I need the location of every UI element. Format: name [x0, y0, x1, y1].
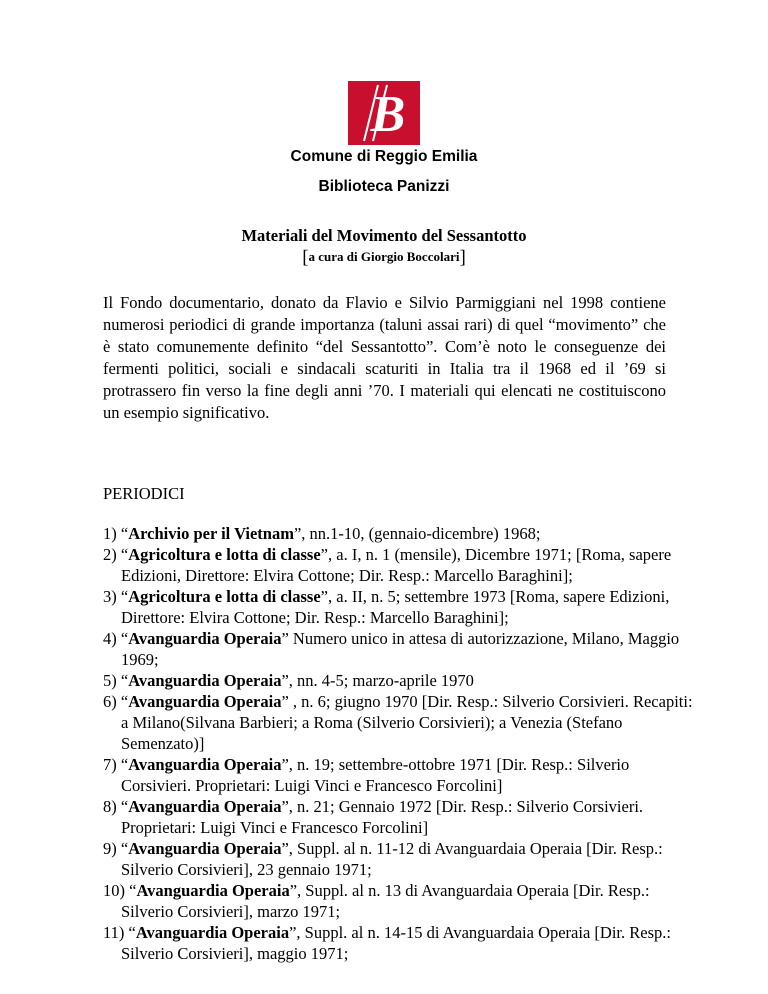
item-number: 9) “ — [103, 839, 129, 858]
curator-line — [0, 247, 768, 269]
item-details: ”, Suppl. al n. 11-12 di Avanguardaia Operaia [Dir. Resp.: Silverio Corsivieri], 23 gennaio 1971; — [121, 839, 663, 879]
item-details: ”, nn. 4-5; marzo-aprile 1970 — [281, 671, 474, 690]
item-title: Avanguardia Operaia — [135, 923, 290, 942]
section-heading: PERIODICI — [103, 484, 185, 503]
list-item — [103, 880, 703, 922]
library-logo — [348, 81, 420, 145]
item-number: 3) “ — [103, 587, 129, 606]
item-title: Agricoltura e lotta di classe — [128, 545, 321, 564]
item-title: Avanguardia Operaia — [128, 755, 282, 774]
list-item — [103, 586, 703, 628]
periodicals-list — [103, 523, 703, 964]
item-title: Avanguardia Operaia — [128, 671, 282, 690]
curator-bracket-close: ] — [459, 247, 466, 268]
list-item — [103, 628, 703, 670]
item-number: 1) “ — [103, 524, 129, 543]
logo-letter: B — [370, 86, 406, 143]
item-details: ”, Suppl. al n. 13 di Avanguardaia Operaia [Dir. Resp.: Silverio Corsivieri], marzo 1971; — [121, 881, 650, 921]
item-number: 6) “ — [103, 692, 129, 711]
item-details: ”, Suppl. al n. 14-15 di Avanguardaia Operaia [Dir. Resp.: Silverio Corsivieri], maggio 1971; — [121, 923, 671, 963]
library-logo-icon — [348, 81, 420, 145]
institution-name: Comune di Reggio Emilia — [290, 148, 478, 165]
item-title: Avanguardia Operaia — [128, 629, 282, 648]
item-number: 8) “ — [103, 797, 129, 816]
curator-bracket-open: [ — [302, 247, 309, 268]
item-details: ”, a. II, n. 5; settembre 1973 [Roma, sapere Edizioni, Direttore: Elvira Cottone; Dir. Resp.: Marcello Baraghini]; — [121, 587, 670, 627]
item-number: 7) “ — [103, 755, 129, 774]
list-item — [103, 838, 703, 880]
item-title: Avanguardia Operaia — [128, 692, 282, 711]
item-title: Agricoltura e lotta di classe — [128, 587, 321, 606]
item-number: 11) “ — [103, 923, 136, 942]
item-title: Avanguardia Operaia — [136, 881, 290, 900]
item-title: Avanguardia Operaia — [128, 797, 282, 816]
list-item — [103, 754, 703, 796]
item-details: ”, n. 21; Gennaio 1972 [Dir. Resp.: Silverio Corsivieri. Proprietari: Luigi Vinci e Francesco Forcolini] — [121, 797, 644, 837]
item-number: 5) “ — [103, 671, 129, 690]
item-title: Avanguardia Operaia — [128, 839, 282, 858]
curator-name: a cura di Giorgio Boccolari — [308, 249, 460, 264]
list-item — [103, 670, 703, 691]
item-details: ”, a. I, n. 1 (mensile), Dicembre 1971; [Roma, sapere Edizioni, Direttore: Elvira Cottone; Dir. Resp.: Marcello Baraghini]; — [121, 545, 672, 585]
list-item — [103, 691, 703, 754]
item-title: Archivio per il Vietnam — [128, 524, 294, 543]
document-title: Materiali del Movimento del Sessantotto — [241, 226, 527, 245]
item-details: ”, nn.1-10, (gennaio-dicembre) 1968; — [293, 524, 541, 543]
item-details: ”, n. 19; settembre-ottobre 1971 [Dir. Resp.: Silverio Corsivieri. Proprietari: Luigi Vinci e Francesco Forcolini] — [121, 755, 630, 795]
item-number: 4) “ — [103, 629, 129, 648]
list-item — [103, 922, 703, 964]
item-details: ” Numero unico in attesa di autorizzazione, Milano, Maggio 1969; — [121, 629, 680, 669]
item-details: ” , n. 6; giugno 1970 [Dir. Resp.: Silverio Corsivieri. Recapiti: a Milano(Silvana Barbieri; a Roma (Silverio Corsivieri); a Venezia (Stefano Semenzato)] — [121, 692, 693, 753]
list-item — [103, 523, 703, 544]
item-number: 10) “ — [103, 881, 137, 900]
item-number: 2) “ — [103, 545, 129, 564]
intro-paragraph: Il Fondo documentario, donato da Flavio e Silvio Parmiggiani nel 1998 contiene numerosi periodici di grande importanza (taluni assai rari) di quel “movimento” che è stato comunemente definito “del Sessantotto”. Com’è noto le conseguenze dei fermenti politici, sociali e sindacali scaturiti in Italia tra il 1968 ed il ’69 si protrassero fin verso la fine degli anni ’70. I materiali qui elencati ne costituiscono un esempio significativo. — [103, 293, 666, 422]
list-item — [103, 796, 703, 838]
library-name: Biblioteca Panizzi — [318, 178, 450, 195]
list-item — [103, 544, 703, 586]
